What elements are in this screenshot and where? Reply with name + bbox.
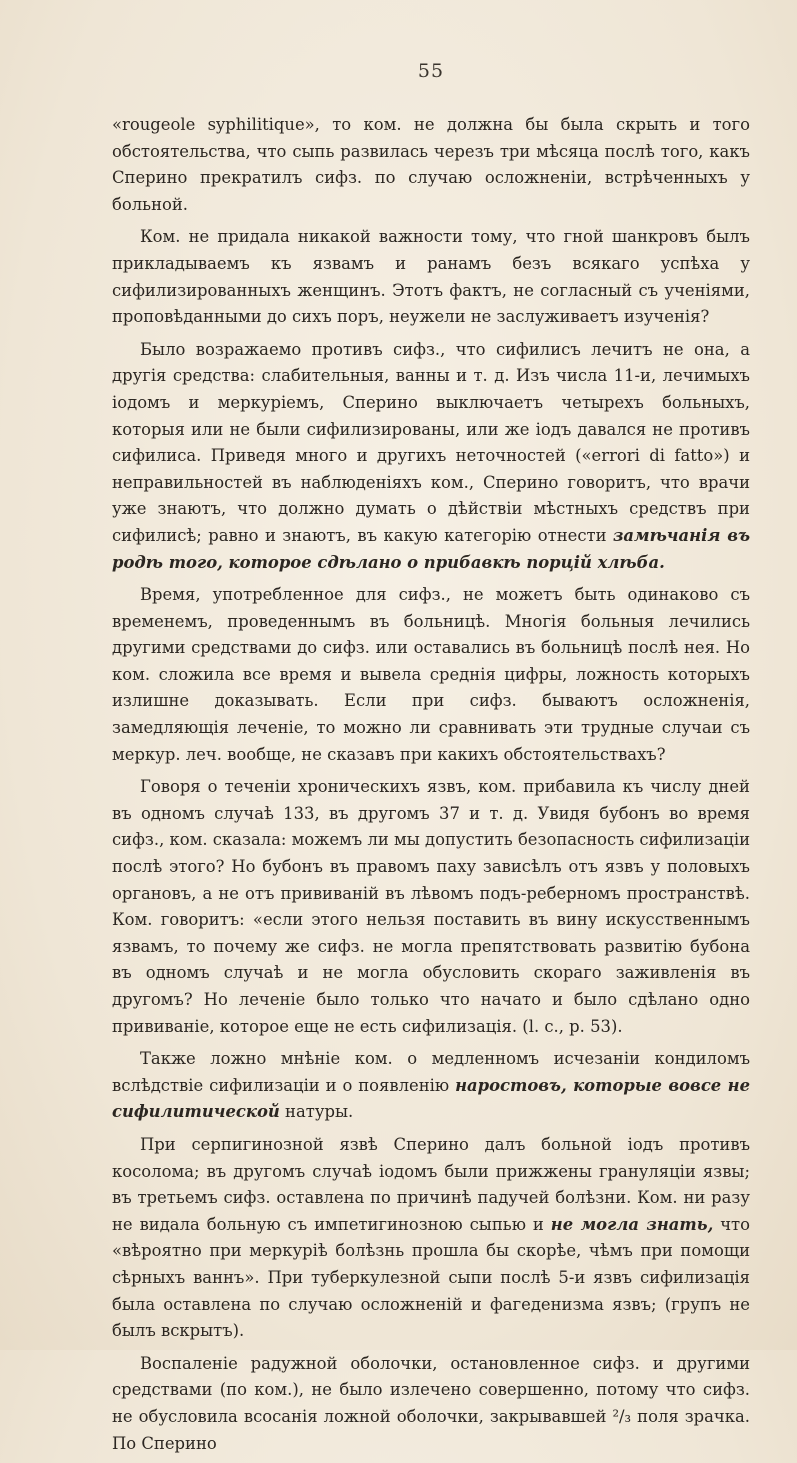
paragraph-5 — [112, 774, 750, 1040]
paragraph-4 — [112, 582, 750, 768]
paragraph-text: При серпигинозной язвѣ Сперино далъ больной iодъ противъ косоломa; въ другомъ случаѣ iодомъ были прижжены грануляцiи язвы; въ третьемъ сифз. оставлена по причинѣ падучей болѣзни. Ком. ни разу не видала больную съ импетигинозною сыпью и — [112, 1134, 750, 1234]
paragraph-text: «rougeole syphilitique», то ком. не должна бы была скрыть и того обстоятельства, что сыпь развилась черезъ три мѣсяца послѣ того, какъ Сперино прекратилъ сифз. по случаю осложненiи, встрѣченныхъ у больной. — [112, 115, 750, 214]
paragraph-2 — [112, 224, 750, 330]
paragraph-text: Ком. не придала никакой важности тому, что гной шанкровъ былъ прикладываемъ къ язвамъ и ранамъ безъ всякаго успѣха у сифилизированныхъ женщинъ. Этотъ фактъ, не согласный съ ученiями, проповѣданными до сихъ поръ, неужели не заслуживаетъ изученiя? — [112, 227, 750, 327]
paragraph-7 — [112, 1132, 750, 1345]
emphasis-text: не могла знать, — [550, 1214, 714, 1234]
document-page — [112, 60, 750, 1463]
paragraph-text: Также ложно мнѣнiе ком. о медленномъ исчезанiи кондиломъ вслѣдствiе сифилизацiи и о появленiю — [112, 1049, 750, 1095]
paragraph-1 — [112, 112, 750, 218]
paragraph-text: Говоря о теченiи хроническихъ язвъ, ком. прибавила къ числу дней въ одномъ случаѣ 133, въ другомъ 37 и т. д. Увидя бубонъ во время сифз., ком. сказала: можемъ ли мы допустить безопасность сифилизацiи послѣ этого? Но бубонъ въ правомъ паху зависѣлъ отъ язвъ у половыхъ органовъ, а не отъ прививанiй въ лѣвомъ подъ-реберномъ пространствѣ. Ком. говоритъ: «если этого нельзя поставить въ вину искусственнымъ язвамъ, то почему же сифз. не могла препятствовать развитiю бубона въ одномъ случаѣ и не могла обусловить скораго заживленiя въ другомъ? Но леченiе было только что начато и было сдѣлано одно прививанiе, которое еще не есть сифилизацiя. (l. c., p. 53). — [112, 777, 750, 1036]
paragraph-text: натуры. — [279, 1102, 354, 1122]
paragraph-text: Было возражаемо противъ сифз., что сифилисъ лечитъ не она, а другiя средства: слабительныя, ванны и т. д. Изъ числа 11-и, лечимыхъ iодомъ и меркурiемъ, Сперино выключаетъ четырехъ больныхъ, которыя или не были сифилизированы, или же iодъ давался не противъ сифилиса. Приведя много и другихъ неточностей («errori di fatto») и неправильностей въ наблюденiяхъ ком., Сперино говоритъ, что врачи уже знаютъ, что должно думать о дѣйствiи мѣстныхъ средствъ при сифилисѣ; равно и знаютъ, въ какую категорiю отнести — [112, 339, 750, 545]
paragraph-text: Воспаленiе радужной оболочки, остановленное сифз. и другими средствами (по ком.), не было излечено совершенно, потому что сифз. не обусловила всосанiя ложной оболочки, закрывавшей — [112, 1353, 750, 1426]
emphasis-text: наростовъ, которые вовсе не сифилитической — [112, 1075, 751, 1122]
paragraph-6 — [112, 1046, 750, 1126]
fraction-text: ²/₃ — [612, 1406, 632, 1426]
page-number: 55 — [417, 60, 445, 82]
paragraph-8 — [112, 1351, 750, 1457]
paragraph-text: поля зрачка. По Сперино — [112, 1406, 750, 1453]
paragraph-text: что «вѣроятно при меркурiѣ болѣзнь прошла бы скорѣе, чѣмъ при помощи сѣрныхъ ваннъ». При туберкулезной сыпи послѣ 5-и язвъ сифилизацiя была оставлена по случаю осложненiй и фагеденизма язвъ; (групъ не былъ вскрытъ). — [112, 1214, 750, 1341]
emphasis-text: замѣчанiя въ родѣ того, которое сдѣлано о прибавкѣ порцiй хлѣба. — [112, 525, 750, 572]
paragraph-text: Время, употребленное для сифз., не можетъ быть одинаково съ временемъ, проведеннымъ въ больницѣ. Многiя больныя лечились другими средствами до сифз. или оставались въ больницѣ послѣ нея. Но ком. сложила все время и вывела среднiя цифры, ложность которыхъ излишне доказывать. Если при сифз. бываютъ осложненiя, замедляющiя леченiе, то можно ли сравнивать эти трудные случаи съ меркур. леч. вообще, не сказавъ при какихъ обстоятельствахъ? — [112, 585, 750, 764]
paragraph-3 — [112, 337, 750, 576]
